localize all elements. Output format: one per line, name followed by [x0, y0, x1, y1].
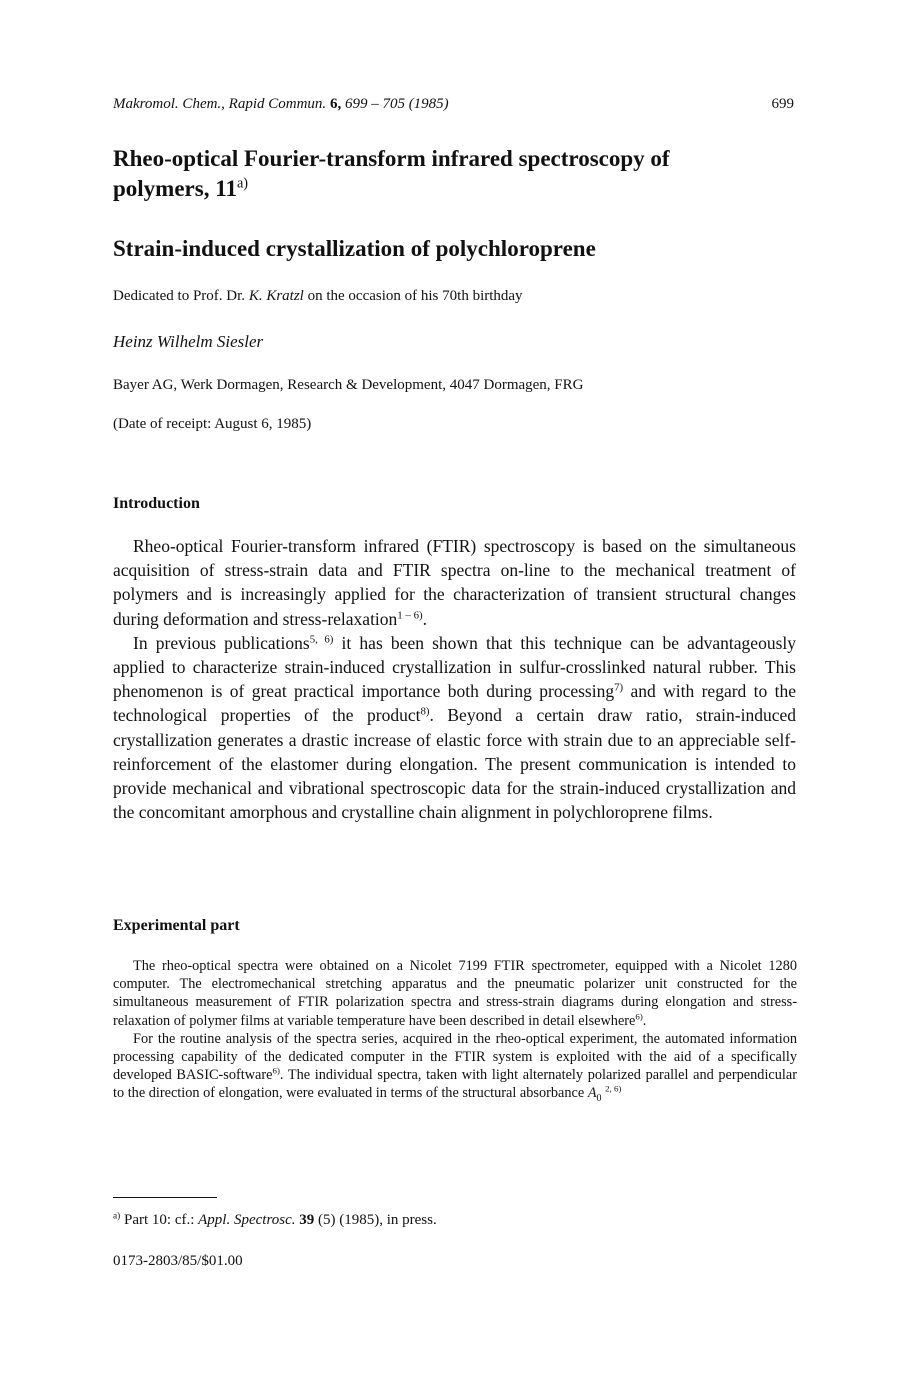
journal-pages-year: 699 – 705 (1985)	[344, 96, 449, 112]
dedication-name: K. Kratzl	[248, 288, 304, 304]
citation: 5, 6)	[309, 633, 334, 646]
exp-p2-mid: . The individual spectra, taken with light alternately polarized parallel and perpendicular to the direction of elongation, were evaluated in terms of the structural absorbance	[113, 1067, 797, 1102]
running-header	[113, 96, 794, 113]
citation: 6)	[272, 1065, 280, 1076]
affiliation: Bayer AG, Werk Dormagen, Research & Development, 4047 Dormagen, FRG	[113, 377, 584, 393]
date-of-receipt: (Date of receipt: August 6, 1985)	[113, 416, 312, 432]
paper-title	[113, 144, 753, 204]
citation: 7)	[614, 681, 624, 694]
experimental-paragraph	[113, 1030, 797, 1103]
page-number: 699	[771, 96, 794, 112]
citation: 1 – 6)	[397, 609, 423, 622]
article-code: 0173-2803/85/$01.00	[113, 1253, 243, 1269]
footnote-prefix: Part 10: cf.:	[123, 1212, 195, 1228]
experimental-paragraph	[113, 957, 797, 1030]
footnote-journal: Appl. Spectrosc.	[198, 1212, 296, 1228]
exp-p1-end: .	[642, 1012, 647, 1029]
intro-paragraph	[113, 534, 796, 631]
intro-p2-b: it has been shown that this technique can be advantageously applied to characterize strain-induced crystallization in sulfur-crosslinked natural rubber. This phenomenon is of great practical importance both during processing	[113, 632, 796, 702]
intro-p2-c: and with regard to the technological properties of the product	[113, 681, 796, 726]
experimental-body	[113, 957, 797, 1103]
intro-paragraph	[113, 631, 796, 825]
footnote-divider	[113, 1197, 217, 1198]
intro-p2-a: In previous publications	[133, 632, 310, 653]
dedication-suffix: on the occasion of his 70th birthday	[307, 288, 523, 304]
journal-volume: 6,	[329, 96, 342, 112]
footnote-rest: (5) (1985), in press.	[317, 1212, 437, 1228]
citation: 2, 6)	[605, 1084, 622, 1095]
footnote-volume: 39	[299, 1212, 315, 1228]
title-footnote-marker: a)	[236, 175, 249, 192]
intro-p1-end: .	[422, 608, 427, 629]
introduction-body	[113, 534, 796, 824]
citation: 8)	[420, 705, 430, 718]
journal-name: Makromol. Chem., Rapid Commun.	[113, 96, 327, 112]
exp-p2-text: For the routine analysis of the spectra series, acquired in the rheo-optical experiment, the automated information processing capability of the dedicated computer in the FTIR system is exploited with the aid of a specifically developed BASIC-software	[113, 1030, 797, 1084]
paper-subtitle: Strain-induced crystallization of polychloroprene	[113, 236, 596, 261]
footnote-marker: a)	[113, 1211, 121, 1222]
intro-p2-d: . Beyond a certain draw ratio, strain-induced crystallization generates a drastic increase of elastic force with strain due to an appreciable self-reinforcement of the elastomer during elongation. The present communication is intended to provide mechanical and vibrational spectroscopic data for the strain-induced crystallization and the concomitant amorphous and crystalline chain alignment in polychloroprene films.	[113, 705, 797, 823]
absorbance-symbol: A	[587, 1085, 597, 1102]
introduction-heading: Introduction	[113, 495, 200, 512]
dedication	[113, 288, 523, 305]
dedication-prefix: Dedicated to Prof. Dr.	[113, 288, 246, 304]
absorbance-subscript: 0	[596, 1093, 602, 1105]
intro-p1-text: Rheo-optical Fourier-transform infrared (FTIR) spectroscopy is based on the simultaneous acquisition of stress-strain data and FTIR spectra on-line to the mechanical treatment of polymers and is increasingly applied for the characterization of transient structural changes during deformation and stress-relaxation	[113, 536, 796, 629]
author-name: Heinz Wilhelm Siesler	[113, 332, 264, 351]
citation: 6)	[635, 1011, 643, 1022]
footnote	[113, 1212, 437, 1229]
experimental-heading: Experimental part	[113, 917, 240, 934]
title-text: Rheo-optical Fourier-transform infrared spectroscopy of polymers, 11	[113, 146, 670, 201]
exp-p1-text: The rheo-optical spectra were obtained on a Nicolet 7199 FTIR spectrometer, equipped with a Nicolet 1280 computer. The electromechanical stretching apparatus and the pneumatic polarizer unit constructed for the simultaneous measurement of FTIR polarization spectra and stress-strain diagrams during elongation and stress-relaxation of polymer films at variable temperature have been described in detail elsewhere	[113, 958, 797, 1029]
